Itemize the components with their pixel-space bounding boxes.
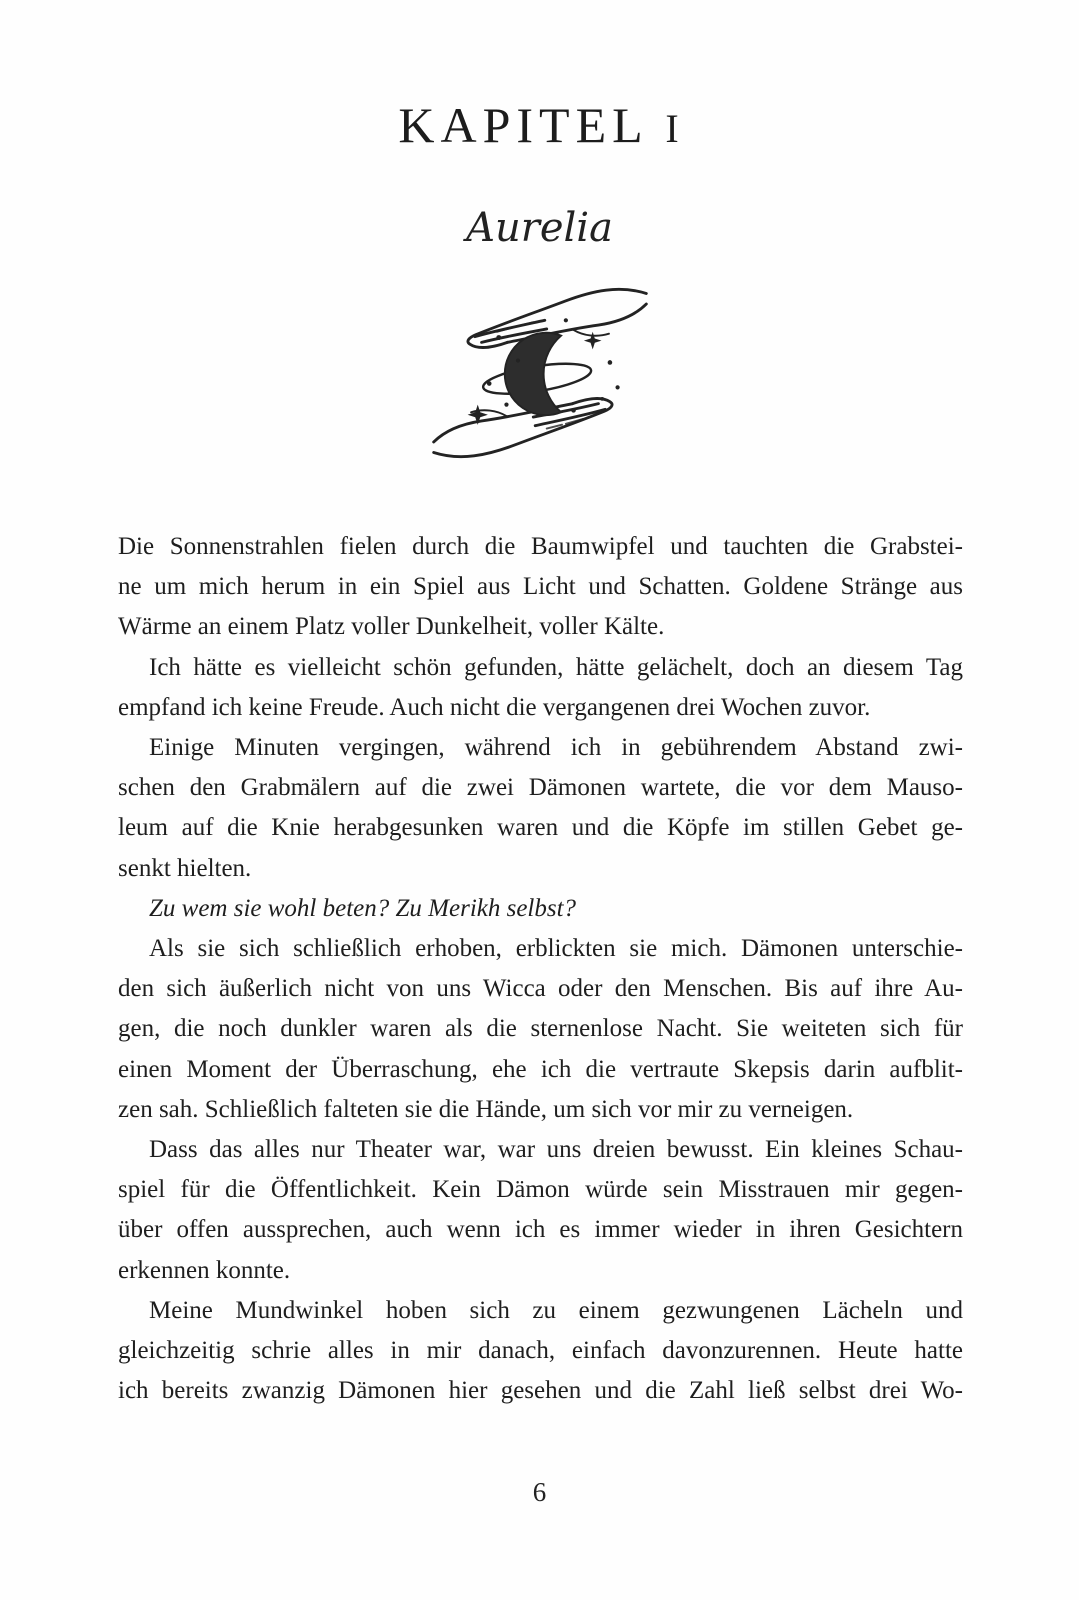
text-line: Als sie sich schließlich erhoben, erblickten sie mich. Dämonen unterschie- xyxy=(149,935,963,963)
paragraph xyxy=(118,728,963,889)
chapter-heading xyxy=(0,96,1079,154)
text-line: Wärme an einem Platz voller Dunkelheit, voller Kälte. xyxy=(118,613,665,641)
text-line: ne um mich herum in ein Spiel aus Licht und Schatten. Goldene Stränge aus xyxy=(118,573,963,601)
text-line: ich bereits zwanzig Dämonen hier gesehen und die Zahl ließ selbst drei Wo- xyxy=(118,1377,963,1405)
text-line: zen sah. Schließlich falteten sie die Hände, um sich vor mir zu verneigen. xyxy=(118,1095,854,1123)
text-line: gleichzeitig schrie alles in mir danach, einfach davonzurennen. Heute hatte xyxy=(118,1337,963,1365)
hands-crescent-moon-illustration xyxy=(427,282,652,464)
paragraph xyxy=(118,929,963,1130)
text-line: einen Moment der Überraschung, ehe ich die vertraute Skepsis darin aufblit- xyxy=(118,1055,963,1083)
text-line: Dass das alles nur Theater war, war uns dreien bewusst. Ein kleines Schau- xyxy=(149,1136,963,1164)
paragraph xyxy=(118,648,963,728)
text-line: erkennen konnte. xyxy=(118,1256,291,1284)
chapter-heading-word: KAPITEL xyxy=(398,97,647,153)
crescent-moon-icon xyxy=(504,333,560,415)
text-line: den sich äußerlich nicht von uns Wicca oder den Menschen. Bis auf ihre Au- xyxy=(118,975,963,1003)
paragraph xyxy=(118,527,963,648)
text-line: Zu wem sie wohl beten? Zu Merikh selbst? xyxy=(149,894,577,922)
paragraph xyxy=(118,1291,963,1412)
body-text xyxy=(118,527,963,1411)
text-line: spiel für die Öffentlichkeit. Kein Dämon würde sein Misstrauen mir gegen- xyxy=(118,1176,963,1204)
paragraph xyxy=(118,889,963,929)
text-line: Meine Mundwinkel hoben sich zu einem gezwungenen Lächeln und xyxy=(149,1296,963,1324)
text-line: Einige Minuten vergingen, während ich in gebührendem Abstand zwi- xyxy=(149,734,963,762)
text-line: Die Sonnenstrahlen fielen durch die Baumwipfel und tauchten die Grabstei- xyxy=(118,533,963,560)
text-line: gen, die noch dunkler waren als die sternenlose Nacht. Sie weiteten sich für xyxy=(118,1015,963,1043)
text-line: empfand ich keine Freude. Auch nicht die vergangenen drei Wochen zuvor. xyxy=(118,693,871,721)
page-number: 6 xyxy=(532,1477,547,1507)
text-line: leum auf die Knie herabgesunken waren und die Köpfe im stillen Gebet ge- xyxy=(118,814,963,842)
text-line: Ich hätte es vielleicht schön gefunden, hätte gelächelt, doch an diesem Tag xyxy=(149,653,963,681)
chapter-heading-numeral: I xyxy=(665,106,681,151)
text-line: senkt hielten. xyxy=(118,854,252,882)
hands-moon-svg xyxy=(427,282,652,464)
chapter-subtitle: Aurelia xyxy=(466,205,613,251)
text-line: über offen aussprechen, auch wenn ich es immer wieder in ihren Gesichtern xyxy=(118,1216,963,1244)
text-line: schen den Grabmälern auf die zwei Dämonen wartete, die vor dem Mauso- xyxy=(118,774,963,802)
paragraph xyxy=(118,1130,963,1291)
